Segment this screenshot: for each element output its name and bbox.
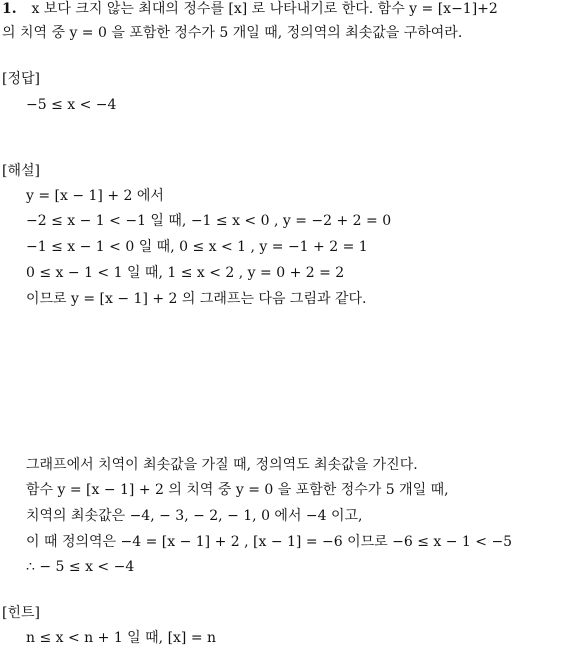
explanation-line: −2 ≤ x − 1 < −1 일 때, −1 ≤ x < 0 , y = −2 + 2 = 0 (26, 213, 392, 229)
explanation-line: 함수 y = [x − 1] + 2 의 치역 중 y = 0 을 포함한 정수가 5 개일 때, (26, 482, 449, 498)
answer-heading: [정답] (2, 71, 40, 87)
graph-placeholder (26, 318, 426, 448)
explanation-line: 이 때 정의역은 −4 = [x − 1] + 2 , [x − 1] = −6 이므로 −6 ≤ x − 1 < −5 (26, 534, 513, 550)
explanation-line: 치역의 최솟값은 −4, − 3, − 2, − 1, 0 에서 −4 이고, (26, 508, 363, 524)
hint-heading: [힌트] (2, 605, 40, 621)
answer-text: −5 ≤ x < −4 (26, 97, 117, 113)
problem-line-2: 의 치역 중 y = 0 을 포함한 정수가 5 개일 때, 정의역의 최솟값을 구하여라. (2, 25, 463, 41)
explanation-conclusion: ∴ − 5 ≤ x < −4 (26, 559, 135, 575)
explanation-heading: [해설] (2, 163, 40, 179)
explanation-line: −1 ≤ x − 1 < 0 일 때, 0 ≤ x < 1 , y = −1 + 2 = 1 (26, 239, 368, 255)
problem-number: 1. (2, 1, 17, 17)
hint-text: n ≤ x < n + 1 일 때, [x] = n (26, 630, 217, 646)
explanation-line: y = [x − 1] + 2 에서 (26, 188, 164, 204)
explanation-line: 0 ≤ x − 1 < 1 일 때, 1 ≤ x < 2 , y = 0 + 2 = 2 (26, 265, 345, 281)
problem-line-1: x 보다 크지 않는 최대의 정수를 [x] 로 나타내기로 한다. 함수 y = [x−1]+2 (31, 1, 498, 17)
explanation-line: 이므로 y = [x − 1] + 2 의 그래프는 다음 그림과 같다. (26, 291, 367, 307)
explanation-line: 그래프에서 치역이 최솟값을 가질 때, 정의역도 최솟값을 가진다. (26, 457, 418, 473)
